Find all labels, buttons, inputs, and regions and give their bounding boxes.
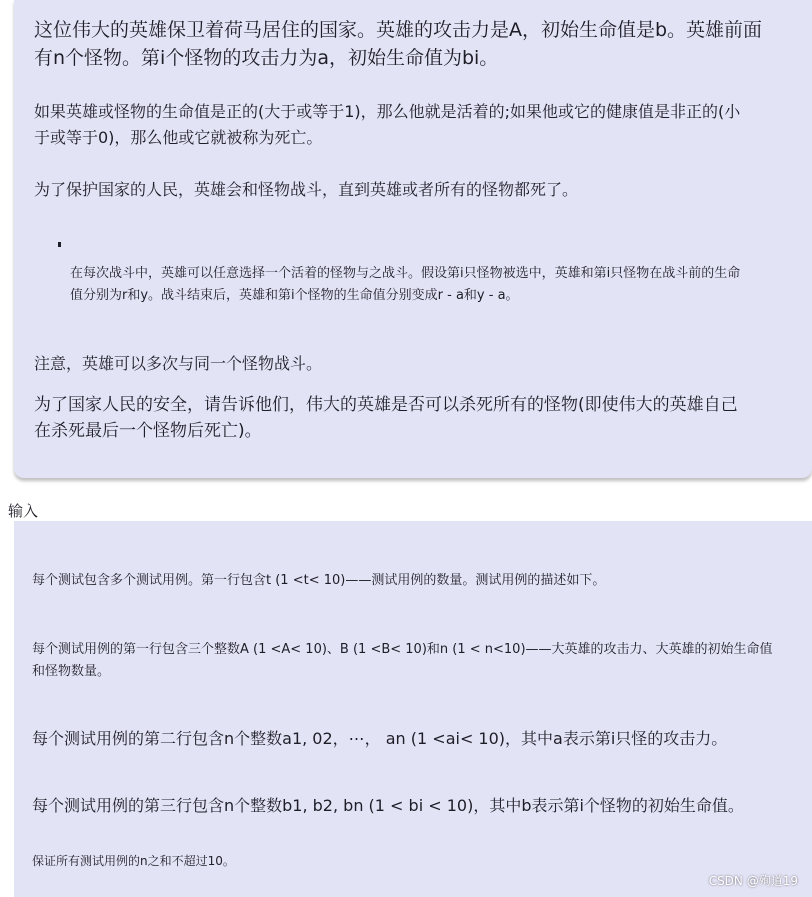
input-paragraph-guarantee: 保证所有测试用例的n之和不超过10。 [32, 854, 235, 868]
problem-paragraph-note: 注意，英雄可以多次与同一个怪物战斗。 [34, 354, 323, 373]
problem-paragraph-alive-rule: 如果英雄或怪物的生命值是正的(大于或等于1)，那么他就是活着的;如果他或它的健康值是非正的(小 于或等于0)，那么他或它就被称为死亡。 [34, 102, 741, 147]
input-paragraph-third-line: 每个测试用例的第三行包含n个整数b1, b2, bn (1 < bi < 10)，其中b表示第i个怪物的初始生命值。 [32, 796, 744, 815]
csdn-watermark: CSDN @殉道19 [708, 874, 798, 888]
problem-paragraph-question: 为了国家人民的安全，请告诉他们，伟大的英雄是否可以杀死所有的怪物(即使伟大的英雄自己 在杀死最后一个怪物后死亡)。 [34, 395, 738, 441]
bullet-marker [58, 242, 61, 247]
bullet-item-battle-rule: 在每次战斗中，英雄可以任意选择一个活着的怪物与之战斗。假设第i只怪物被选中，英雄和第i只怪物在战斗前的生命 值分别为r和y。战斗结束后，英雄和第i个怪物的生命值分别变成r - a和y - a。 [70, 266, 741, 303]
input-paragraph-second-line: 每个测试用例的第二行包含n个整数a1, 02，⋯， an (1 <ai< 10)，其中a表示第i只怪的攻击力。 [32, 729, 728, 748]
problem-paragraph-fight: 为了保护国家的人民，英雄会和怪物战斗，直到英雄或者所有的怪物都死了。 [34, 180, 579, 199]
input-paragraph-first-line: 每个测试用例的第一行包含三个整数A (1 <A< 10)、B (1 <B< 10)和n (1 < n<10)——大英雄的攻击力、大英雄的初始生命值 和怪物数量。 [32, 642, 773, 679]
input-paragraph-t: 每个测试包含多个测试用例。第一行包含t (1 <t< 10)——测试用例的数量。测试用例的描述如下。 [32, 573, 606, 588]
input-section-heading: 输入 [8, 502, 39, 520]
problem-paragraph-hero: 这位伟大的英雄保卫着荷马居住的国家。英雄的攻击力是A，初始生命值是b。英雄前面 有n个怪物。第i个怪物的攻击力为a，初始生命值为bi。 [34, 19, 763, 69]
